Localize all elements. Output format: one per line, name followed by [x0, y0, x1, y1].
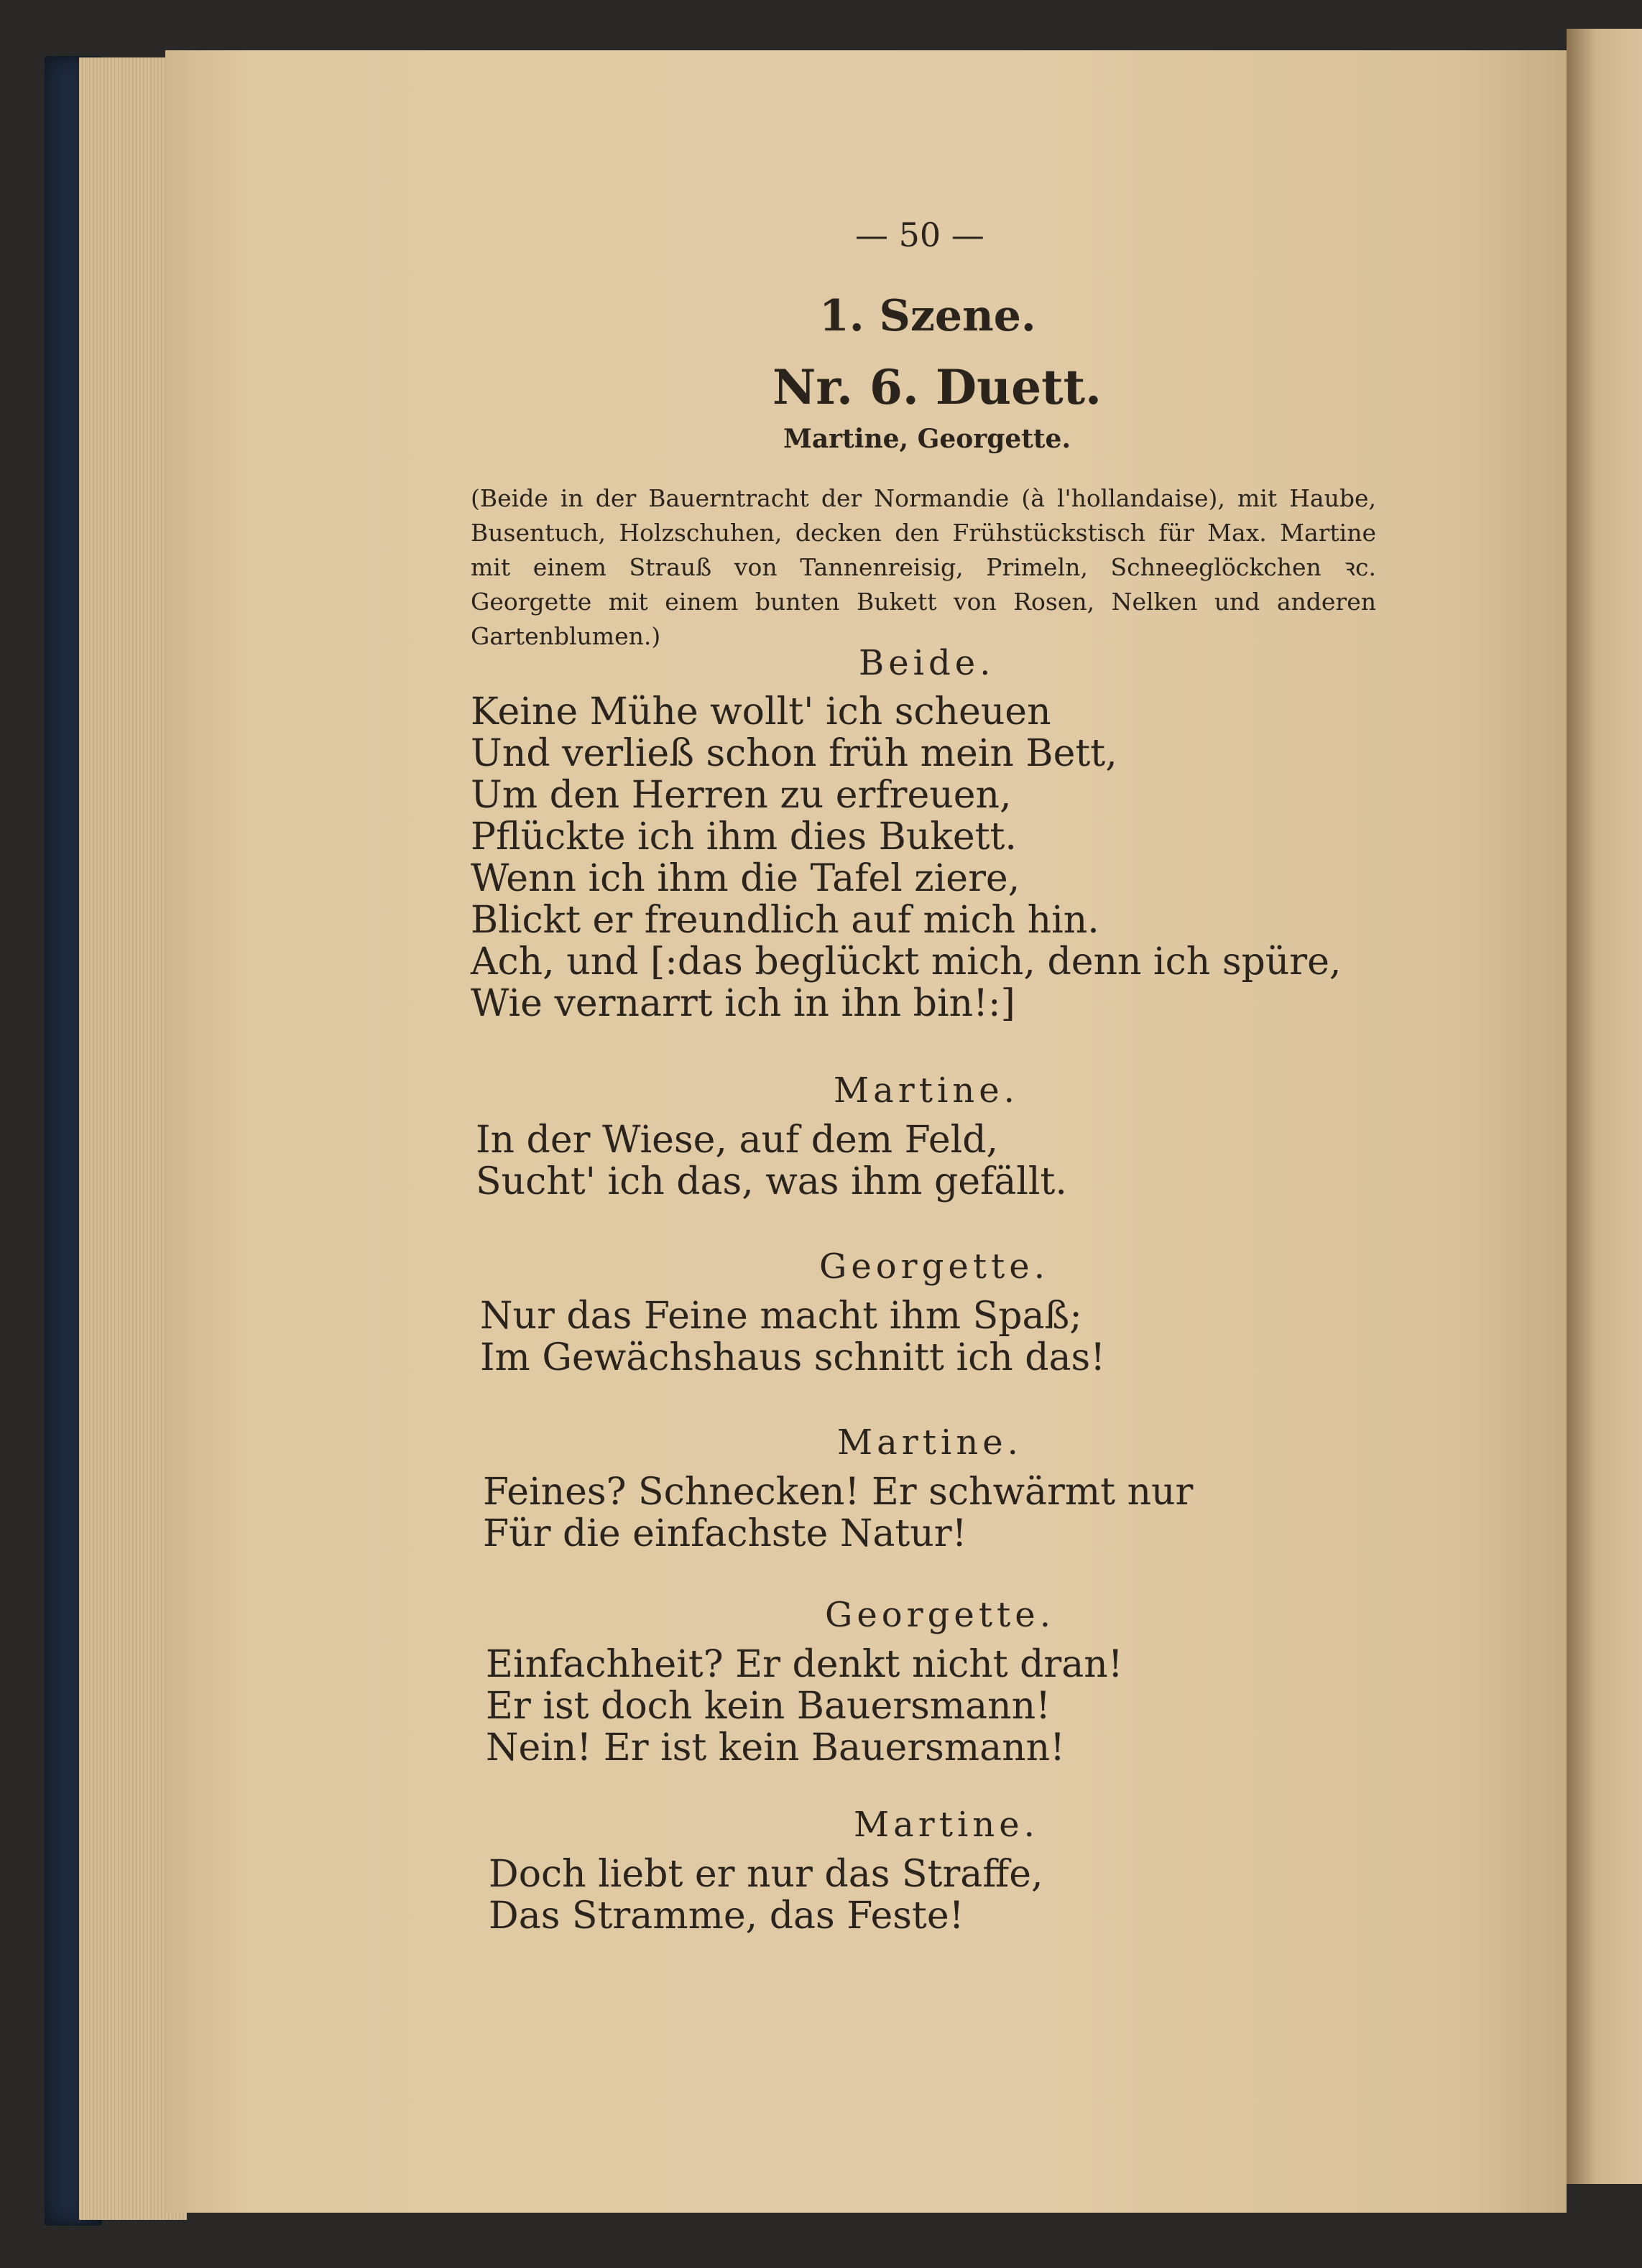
verse-lines: Feines? Schnecken! Er schwärmt nur Für die einfachste Natur!: [483, 1471, 1194, 1555]
page-number: — 50 —: [855, 216, 984, 254]
number-heading: Nr. 6. Duett.: [772, 359, 1102, 415]
verse-lines: Nur das Feine macht ihm Spaß; Im Gewächshaus schnitt ich das!: [480, 1295, 1106, 1379]
speaker-name: Georgette.: [819, 1246, 1049, 1287]
speaker-name: Martine.: [854, 1805, 1039, 1845]
verse-lines: In der Wiese, auf dem Feld, Sucht' ich das, was ihm gefällt.: [476, 1119, 1067, 1203]
stage-direction: (Beide in der Bauerntracht der Normandie (à l'hollandaise), mit Haube, Busentuch, Holzschuhen, decken den Frühstückstisch für Max. Martine mit einem Strauß von Tannenreisig, Primeln, Schneeglöckchen ꝛc. Georgette mit einem bunten Bukett von Rosen, Nelken und anderen Gartenblumen.): [471, 484, 1376, 650]
speaker-name: Martine.: [837, 1422, 1023, 1463]
verse-lines: Doch liebt er nur das Straffe, Das Stramme, das Feste!: [489, 1853, 1043, 1938]
verse-lines: Keine Mühe wollt' ich scheuen Und verließ schon früh mein Bett, Um den Herren zu erfreuen, Pflückte ich ihm dies Bukett. Wenn ich ihm die Tafel ziere, Blickt er freundlich auf mich hin. Ach, und [:das beglückt mich, denn ich spüre, Wie vernarrt ich in ihn bin!:]: [471, 690, 1342, 1025]
speaker-name: Georgette.: [825, 1595, 1055, 1635]
scene-heading: 1. Szene.: [819, 291, 1036, 341]
speaker-name: Beide.: [859, 643, 995, 683]
verse-lines: Einfachheit? Er denkt nicht dran! Er ist doch kein Bauersmann! Nein! Er ist kein Bauersmann!: [486, 1643, 1123, 1769]
speaker-name: Martine.: [834, 1070, 1019, 1111]
characters: Martine, Georgette.: [783, 424, 1071, 454]
facing-page-edge: [1567, 29, 1642, 2184]
